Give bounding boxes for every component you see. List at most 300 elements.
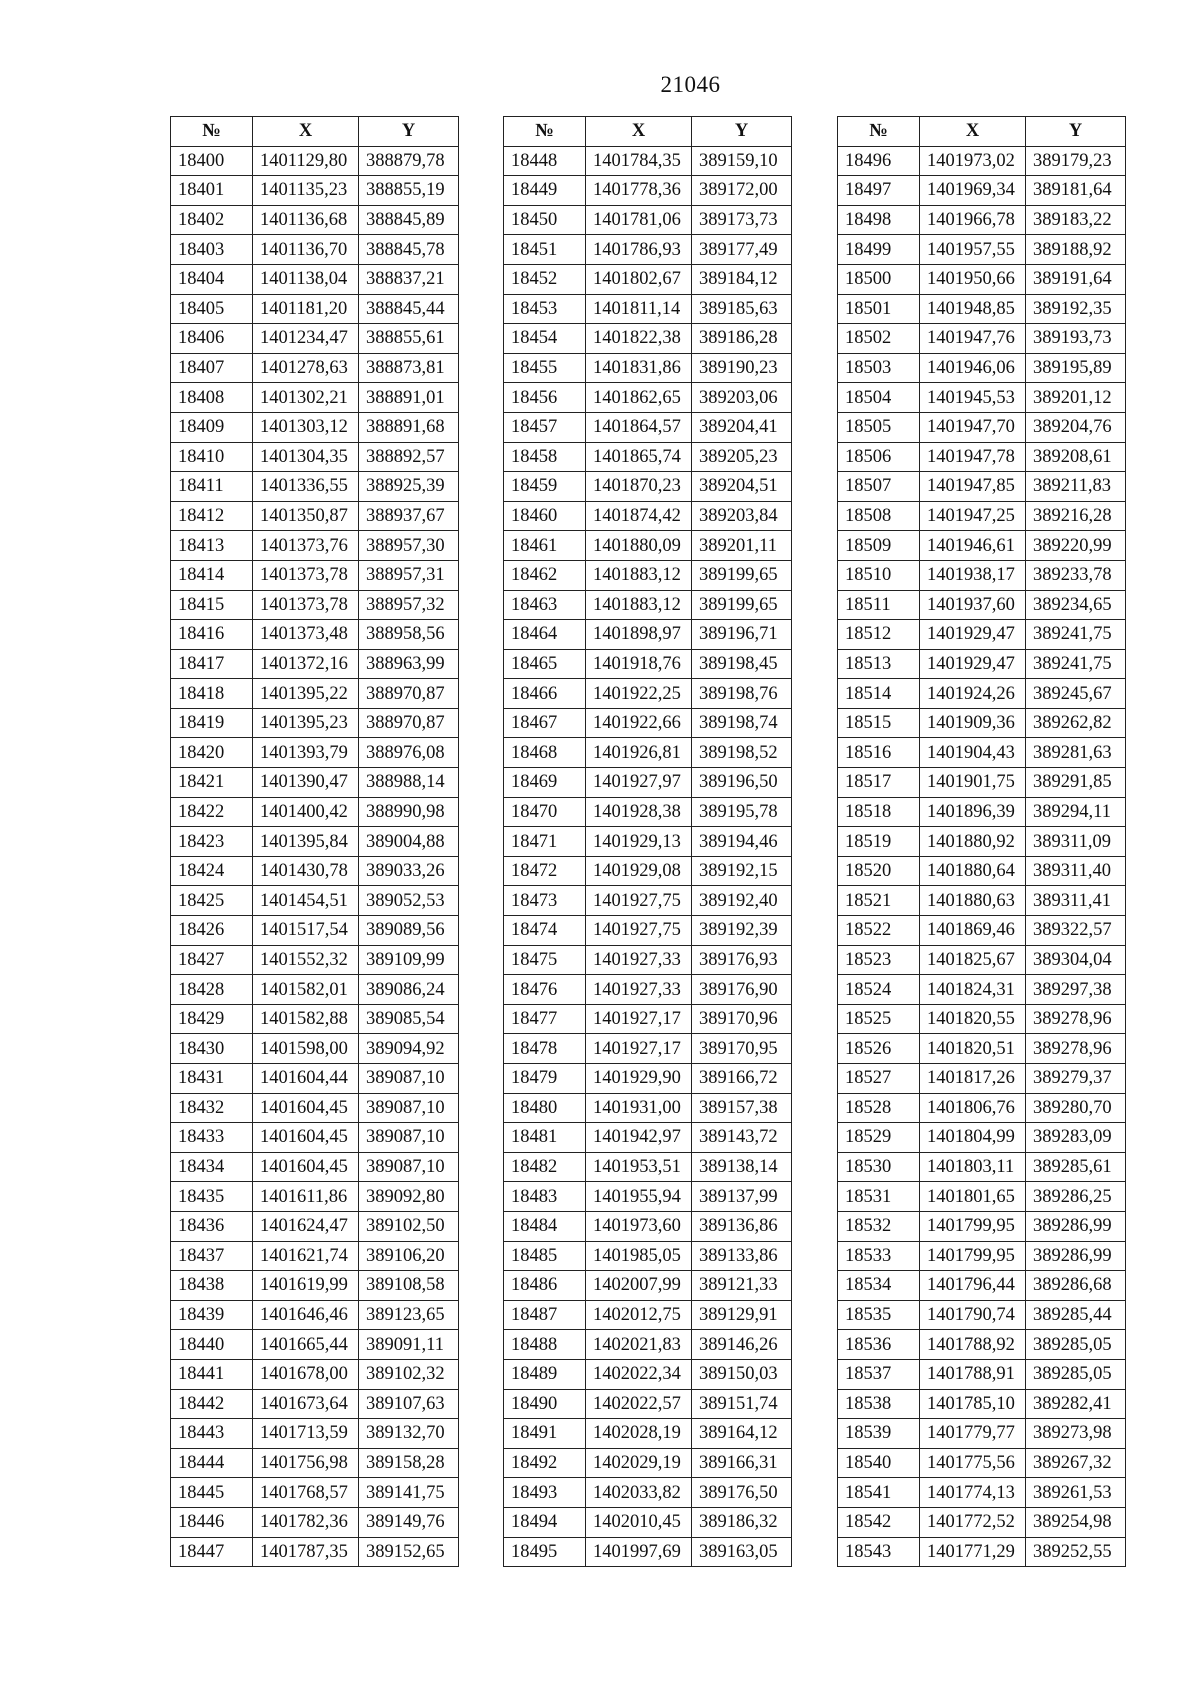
x-coordinate: 1401400,42 [253, 797, 359, 827]
header-y: Y [1026, 117, 1126, 147]
x-coordinate: 1401869,46 [920, 916, 1026, 946]
x-coordinate: 1401430,78 [253, 856, 359, 886]
x-coordinate: 1401786,93 [586, 235, 692, 265]
y-coordinate: 389297,38 [1026, 975, 1126, 1005]
y-coordinate: 388855,19 [359, 176, 459, 206]
y-coordinate: 389261,53 [1026, 1478, 1126, 1508]
x-coordinate: 1401304,35 [253, 442, 359, 472]
x-coordinate: 1401883,12 [586, 590, 692, 620]
table-row [504, 797, 792, 827]
x-coordinate: 1401969,34 [920, 176, 1026, 206]
table-row [838, 1093, 1126, 1123]
point-number: 18422 [171, 797, 253, 827]
x-coordinate: 1401774,13 [920, 1478, 1026, 1508]
point-number: 18436 [171, 1211, 253, 1241]
table-row [504, 264, 792, 294]
table-row [838, 797, 1126, 827]
point-number: 18537 [838, 1359, 920, 1389]
y-coordinate: 389234,65 [1026, 590, 1126, 620]
point-number: 18451 [504, 235, 586, 265]
y-coordinate: 389172,00 [692, 176, 792, 206]
table-row [171, 797, 459, 827]
table-row [171, 146, 459, 176]
table-row [171, 501, 459, 531]
point-number: 18506 [838, 442, 920, 472]
y-coordinate: 389233,78 [1026, 560, 1126, 590]
table-row [838, 412, 1126, 442]
point-number: 18459 [504, 472, 586, 502]
point-number: 18492 [504, 1448, 586, 1478]
x-coordinate: 1401966,78 [920, 205, 1026, 235]
y-coordinate: 389198,45 [692, 649, 792, 679]
x-coordinate: 1401880,09 [586, 531, 692, 561]
x-coordinate: 1401454,51 [253, 886, 359, 916]
y-coordinate: 389181,64 [1026, 176, 1126, 206]
y-coordinate: 389087,10 [359, 1093, 459, 1123]
point-number: 18424 [171, 856, 253, 886]
x-coordinate: 1401582,88 [253, 1004, 359, 1034]
y-coordinate: 389004,88 [359, 827, 459, 857]
x-coordinate: 1401138,04 [253, 264, 359, 294]
y-coordinate: 389311,09 [1026, 827, 1126, 857]
y-coordinate: 389190,23 [692, 353, 792, 383]
y-coordinate: 389089,56 [359, 916, 459, 946]
table-row [838, 235, 1126, 265]
x-coordinate: 1401880,64 [920, 856, 1026, 886]
x-coordinate: 1401785,10 [920, 1389, 1026, 1419]
point-number: 18406 [171, 324, 253, 354]
point-number: 18404 [171, 264, 253, 294]
table-row [504, 205, 792, 235]
x-coordinate: 1401957,55 [920, 235, 1026, 265]
table-row [504, 649, 792, 679]
table-row [838, 1359, 1126, 1389]
point-number: 18532 [838, 1211, 920, 1241]
x-coordinate: 1401880,92 [920, 827, 1026, 857]
table-row [504, 146, 792, 176]
y-coordinate: 389311,40 [1026, 856, 1126, 886]
table-row [838, 738, 1126, 768]
point-number: 18482 [504, 1152, 586, 1182]
y-coordinate: 389150,03 [692, 1359, 792, 1389]
table-row [838, 1389, 1126, 1419]
table-row [838, 945, 1126, 975]
x-coordinate: 1401924,26 [920, 679, 1026, 709]
table-row [504, 1419, 792, 1449]
table-row [838, 1300, 1126, 1330]
point-number: 18466 [504, 679, 586, 709]
x-coordinate: 1401926,81 [586, 738, 692, 768]
y-coordinate: 389138,14 [692, 1152, 792, 1182]
point-number: 18498 [838, 205, 920, 235]
table-row [171, 708, 459, 738]
y-coordinate: 389157,38 [692, 1093, 792, 1123]
x-coordinate: 1401678,00 [253, 1359, 359, 1389]
table-row [171, 353, 459, 383]
point-number: 18525 [838, 1004, 920, 1034]
point-number: 18400 [171, 146, 253, 176]
table-row [838, 472, 1126, 502]
y-coordinate: 389278,96 [1026, 1034, 1126, 1064]
x-coordinate: 1402028,19 [586, 1419, 692, 1449]
table-row [838, 1182, 1126, 1212]
y-coordinate: 389220,99 [1026, 531, 1126, 561]
y-coordinate: 388937,67 [359, 501, 459, 531]
x-coordinate: 1401611,86 [253, 1182, 359, 1212]
table-row [838, 856, 1126, 886]
y-coordinate: 389304,04 [1026, 945, 1126, 975]
table-row [838, 1064, 1126, 1094]
x-coordinate: 1401771,29 [920, 1537, 1026, 1567]
y-coordinate: 389203,06 [692, 383, 792, 413]
table-row [504, 1241, 792, 1271]
y-coordinate: 389179,23 [1026, 146, 1126, 176]
y-coordinate: 389198,76 [692, 679, 792, 709]
x-coordinate: 1401395,84 [253, 827, 359, 857]
table-row [171, 1152, 459, 1182]
point-number: 18489 [504, 1359, 586, 1389]
y-coordinate: 389106,20 [359, 1241, 459, 1271]
y-coordinate: 389158,28 [359, 1448, 459, 1478]
point-number: 18455 [504, 353, 586, 383]
y-coordinate: 389201,11 [692, 531, 792, 561]
point-number: 18536 [838, 1330, 920, 1360]
x-coordinate: 1401874,42 [586, 501, 692, 531]
y-coordinate: 389176,93 [692, 945, 792, 975]
y-coordinate: 389192,35 [1026, 294, 1126, 324]
y-coordinate: 388988,14 [359, 768, 459, 798]
y-coordinate: 389143,72 [692, 1123, 792, 1153]
y-coordinate: 389262,82 [1026, 708, 1126, 738]
y-coordinate: 388963,99 [359, 649, 459, 679]
point-number: 18462 [504, 560, 586, 590]
x-coordinate: 1401336,55 [253, 472, 359, 502]
y-coordinate: 388845,44 [359, 294, 459, 324]
x-coordinate: 1401621,74 [253, 1241, 359, 1271]
x-coordinate: 1401790,74 [920, 1300, 1026, 1330]
y-coordinate: 389092,80 [359, 1182, 459, 1212]
y-coordinate: 389198,52 [692, 738, 792, 768]
point-number: 18518 [838, 797, 920, 827]
point-number: 18502 [838, 324, 920, 354]
x-coordinate: 1401234,47 [253, 324, 359, 354]
x-coordinate: 1401898,97 [586, 620, 692, 650]
point-number: 18495 [504, 1537, 586, 1567]
header-x: X [586, 117, 692, 147]
y-coordinate: 389204,41 [692, 412, 792, 442]
table-row [838, 1271, 1126, 1301]
header-x: X [920, 117, 1026, 147]
point-number: 18470 [504, 797, 586, 827]
point-number: 18415 [171, 590, 253, 620]
point-number: 18435 [171, 1182, 253, 1212]
x-coordinate: 1401862,65 [586, 383, 692, 413]
y-coordinate: 389166,72 [692, 1064, 792, 1094]
table-row [838, 383, 1126, 413]
x-coordinate: 1401799,95 [920, 1211, 1026, 1241]
y-coordinate: 388892,57 [359, 442, 459, 472]
y-coordinate: 389121,33 [692, 1271, 792, 1301]
x-coordinate: 1401929,13 [586, 827, 692, 857]
point-number: 18411 [171, 472, 253, 502]
y-coordinate: 389094,92 [359, 1034, 459, 1064]
table-row [838, 442, 1126, 472]
y-coordinate: 389163,05 [692, 1537, 792, 1567]
table-row [838, 176, 1126, 206]
point-number: 18490 [504, 1389, 586, 1419]
x-coordinate: 1401278,63 [253, 353, 359, 383]
x-coordinate: 1401909,36 [920, 708, 1026, 738]
y-coordinate: 389204,51 [692, 472, 792, 502]
y-coordinate: 389141,75 [359, 1478, 459, 1508]
table-row [171, 620, 459, 650]
y-coordinate: 389091,11 [359, 1330, 459, 1360]
point-number: 18468 [504, 738, 586, 768]
y-coordinate: 389285,05 [1026, 1359, 1126, 1389]
x-coordinate: 1401946,06 [920, 353, 1026, 383]
x-coordinate: 1401646,46 [253, 1300, 359, 1330]
point-number: 18443 [171, 1419, 253, 1449]
y-coordinate: 389204,76 [1026, 412, 1126, 442]
point-number: 18531 [838, 1182, 920, 1212]
point-number: 18477 [504, 1004, 586, 1034]
table-row [838, 1330, 1126, 1360]
y-coordinate: 389086,24 [359, 975, 459, 1005]
table-row [171, 975, 459, 1005]
y-coordinate: 388976,08 [359, 738, 459, 768]
table-row [504, 324, 792, 354]
x-coordinate: 1401927,17 [586, 1034, 692, 1064]
point-number: 18510 [838, 560, 920, 590]
table-row [838, 1537, 1126, 1567]
table-row [171, 1034, 459, 1064]
table-row [171, 264, 459, 294]
x-coordinate: 1401779,77 [920, 1419, 1026, 1449]
x-coordinate: 1401931,00 [586, 1093, 692, 1123]
y-coordinate: 389109,99 [359, 945, 459, 975]
x-coordinate: 1401985,05 [586, 1241, 692, 1271]
y-coordinate: 388990,98 [359, 797, 459, 827]
x-coordinate: 1401136,70 [253, 235, 359, 265]
y-coordinate: 389211,83 [1026, 472, 1126, 502]
table-row [838, 590, 1126, 620]
table-row [504, 1478, 792, 1508]
header-y: Y [359, 117, 459, 147]
x-coordinate: 1401973,60 [586, 1211, 692, 1241]
x-coordinate: 1401768,57 [253, 1478, 359, 1508]
x-coordinate: 1401804,99 [920, 1123, 1026, 1153]
x-coordinate: 1401929,08 [586, 856, 692, 886]
table-row [171, 1300, 459, 1330]
table-row [171, 1241, 459, 1271]
point-number: 18476 [504, 975, 586, 1005]
point-number: 18493 [504, 1478, 586, 1508]
table-row [838, 916, 1126, 946]
table-row [838, 679, 1126, 709]
y-coordinate: 389123,65 [359, 1300, 459, 1330]
x-coordinate: 1401619,99 [253, 1271, 359, 1301]
y-coordinate: 389186,28 [692, 324, 792, 354]
table-row [504, 442, 792, 472]
table-row [171, 1448, 459, 1478]
y-coordinate: 389151,74 [692, 1389, 792, 1419]
point-number: 18420 [171, 738, 253, 768]
point-number: 18434 [171, 1152, 253, 1182]
table-row [504, 1004, 792, 1034]
x-coordinate: 1401787,35 [253, 1537, 359, 1567]
y-coordinate: 389087,10 [359, 1123, 459, 1153]
table-row [838, 205, 1126, 235]
x-coordinate: 1401880,63 [920, 886, 1026, 916]
table-row [171, 1507, 459, 1537]
x-coordinate: 1401604,45 [253, 1123, 359, 1153]
point-number: 18442 [171, 1389, 253, 1419]
x-coordinate: 1401950,66 [920, 264, 1026, 294]
y-coordinate: 389176,50 [692, 1478, 792, 1508]
y-coordinate: 389285,61 [1026, 1152, 1126, 1182]
table-row [504, 768, 792, 798]
point-number: 18419 [171, 708, 253, 738]
x-coordinate: 1401864,57 [586, 412, 692, 442]
point-number: 18409 [171, 412, 253, 442]
header-y: Y [692, 117, 792, 147]
y-coordinate: 388957,32 [359, 590, 459, 620]
point-number: 18431 [171, 1064, 253, 1094]
table-row [171, 176, 459, 206]
table-row [838, 1507, 1126, 1537]
table-row [838, 708, 1126, 738]
point-number: 18410 [171, 442, 253, 472]
table-row [171, 1537, 459, 1567]
y-coordinate: 389152,65 [359, 1537, 459, 1567]
coordinate-table-3 [837, 116, 1126, 1567]
y-coordinate: 389184,12 [692, 264, 792, 294]
point-number: 18454 [504, 324, 586, 354]
table-row [504, 590, 792, 620]
point-number: 18414 [171, 560, 253, 590]
point-number: 18421 [171, 768, 253, 798]
table-row [504, 1211, 792, 1241]
table-row [838, 1004, 1126, 1034]
x-coordinate: 1401598,00 [253, 1034, 359, 1064]
point-number: 18447 [171, 1537, 253, 1567]
y-coordinate: 389241,75 [1026, 649, 1126, 679]
x-coordinate: 1401781,06 [586, 205, 692, 235]
x-coordinate: 1401927,97 [586, 768, 692, 798]
point-number: 18507 [838, 472, 920, 502]
point-number: 18499 [838, 235, 920, 265]
y-coordinate: 389241,75 [1026, 620, 1126, 650]
x-coordinate: 1401901,75 [920, 768, 1026, 798]
x-coordinate: 1401820,55 [920, 1004, 1026, 1034]
table-row [171, 886, 459, 916]
y-coordinate: 389177,49 [692, 235, 792, 265]
y-coordinate: 389285,44 [1026, 1300, 1126, 1330]
point-number: 18444 [171, 1448, 253, 1478]
header-number: № [838, 117, 920, 147]
point-number: 18427 [171, 945, 253, 975]
point-number: 18458 [504, 442, 586, 472]
x-coordinate: 1401904,43 [920, 738, 1026, 768]
coordinate-table-1 [170, 116, 459, 1567]
header-number: № [504, 117, 586, 147]
point-number: 18469 [504, 768, 586, 798]
table-row [504, 827, 792, 857]
table-row [171, 738, 459, 768]
point-number: 18452 [504, 264, 586, 294]
y-coordinate: 389281,63 [1026, 738, 1126, 768]
y-coordinate: 389166,31 [692, 1448, 792, 1478]
y-coordinate: 388925,39 [359, 472, 459, 502]
y-coordinate: 389201,12 [1026, 383, 1126, 413]
y-coordinate: 388879,78 [359, 146, 459, 176]
x-coordinate: 1401796,44 [920, 1271, 1026, 1301]
y-coordinate: 389285,05 [1026, 1330, 1126, 1360]
point-number: 18480 [504, 1093, 586, 1123]
x-coordinate: 1401373,78 [253, 560, 359, 590]
y-coordinate: 389107,63 [359, 1389, 459, 1419]
point-number: 18472 [504, 856, 586, 886]
y-coordinate: 388845,89 [359, 205, 459, 235]
table-row [504, 1359, 792, 1389]
table-row [171, 442, 459, 472]
x-coordinate: 1401927,75 [586, 916, 692, 946]
table-row [171, 1330, 459, 1360]
x-coordinate: 1402029,19 [586, 1448, 692, 1478]
y-coordinate: 389286,25 [1026, 1182, 1126, 1212]
table-row [504, 383, 792, 413]
y-coordinate: 389087,10 [359, 1152, 459, 1182]
point-number: 18504 [838, 383, 920, 413]
point-number: 18488 [504, 1330, 586, 1360]
point-number: 18484 [504, 1211, 586, 1241]
table-row [504, 738, 792, 768]
point-number: 18530 [838, 1152, 920, 1182]
x-coordinate: 1401390,47 [253, 768, 359, 798]
point-number: 18517 [838, 768, 920, 798]
point-number: 18508 [838, 501, 920, 531]
y-coordinate: 389294,11 [1026, 797, 1126, 827]
y-coordinate: 389286,99 [1026, 1211, 1126, 1241]
x-coordinate: 1401806,76 [920, 1093, 1026, 1123]
x-coordinate: 1401945,53 [920, 383, 1026, 413]
x-coordinate: 1401802,67 [586, 264, 692, 294]
point-number: 18491 [504, 1419, 586, 1449]
table-row [171, 1004, 459, 1034]
table-row [504, 620, 792, 650]
point-number: 18494 [504, 1507, 586, 1537]
x-coordinate: 1401302,21 [253, 383, 359, 413]
point-number: 18416 [171, 620, 253, 650]
table-row [838, 827, 1126, 857]
point-number: 18513 [838, 649, 920, 679]
point-number: 18432 [171, 1093, 253, 1123]
table-row [171, 945, 459, 975]
point-number: 18487 [504, 1300, 586, 1330]
y-coordinate: 389192,39 [692, 916, 792, 946]
x-coordinate: 1401820,51 [920, 1034, 1026, 1064]
y-coordinate: 389196,50 [692, 768, 792, 798]
point-number: 18509 [838, 531, 920, 561]
point-number: 18521 [838, 886, 920, 916]
point-number: 18407 [171, 353, 253, 383]
x-coordinate: 1401135,23 [253, 176, 359, 206]
y-coordinate: 389085,54 [359, 1004, 459, 1034]
point-number: 18471 [504, 827, 586, 857]
x-coordinate: 1401129,80 [253, 146, 359, 176]
table-row [171, 205, 459, 235]
point-number: 18473 [504, 886, 586, 916]
